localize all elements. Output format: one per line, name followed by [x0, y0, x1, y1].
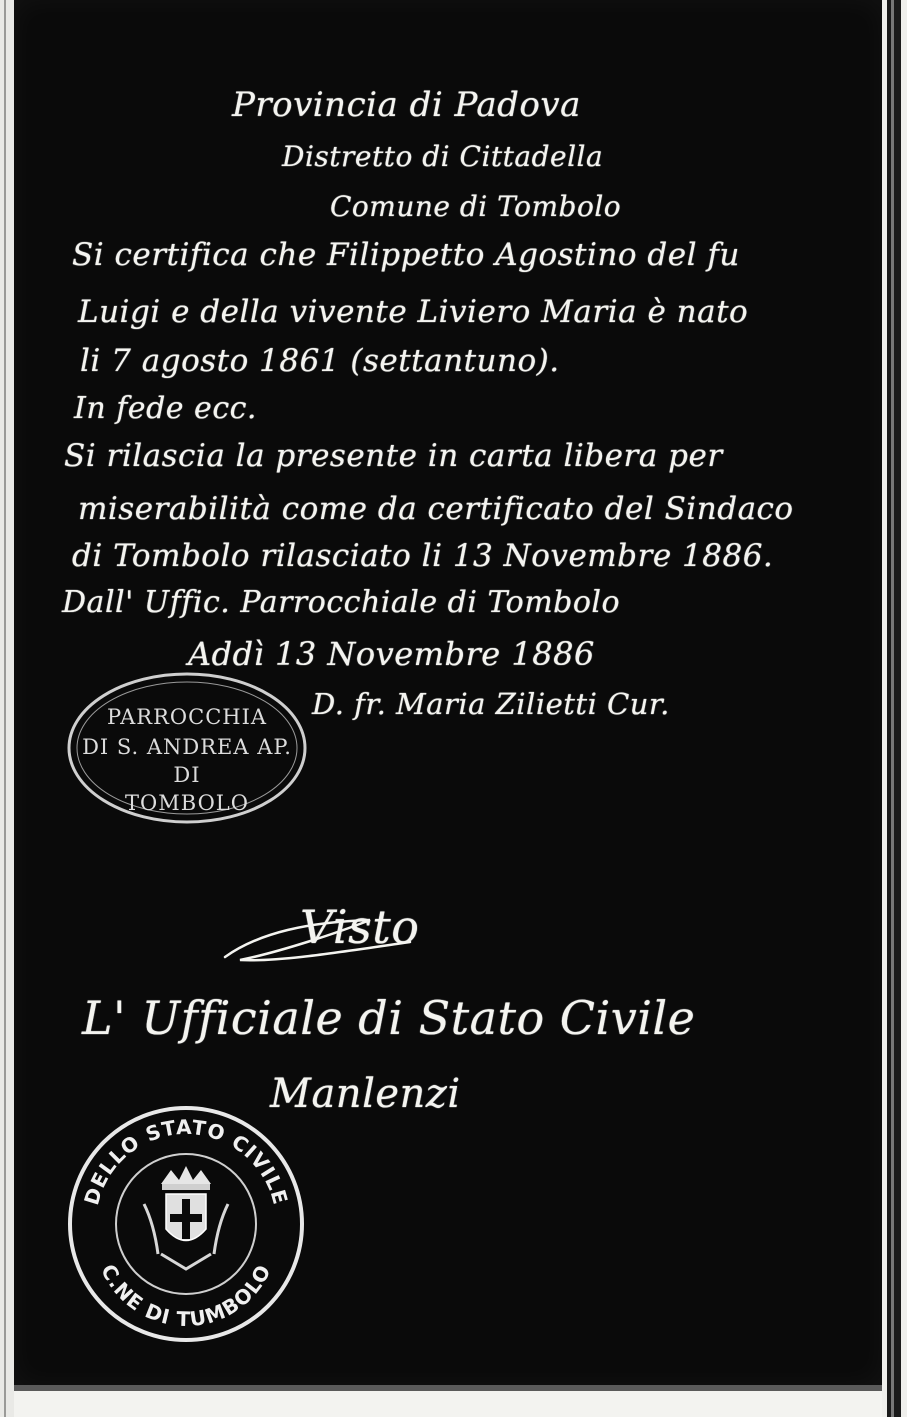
- parish-stamp: [62, 668, 312, 828]
- parish-stamp-line1: PARROCCHIA: [106, 705, 268, 729]
- civil-status-stamp: [66, 1104, 306, 1344]
- certificate-line: miserabilità come da certificato del Sindaco: [78, 491, 794, 527]
- civil-officer-signature: Manlenzi: [270, 1071, 461, 1117]
- parish-stamp-line3: DI: [173, 763, 201, 787]
- civil-officer-title: L' Ufficiale di Stato Civile: [82, 991, 696, 1045]
- header-district: Distretto di Cittadella: [282, 140, 604, 173]
- parish-stamp-line4: TOMBOLO: [125, 791, 249, 815]
- civil-stamp-top-text: DELLO STATO CIVILE: [79, 1114, 293, 1208]
- certificate-line: di Tombolo rilasciato li 13 Novembre 1886.: [72, 538, 774, 574]
- certificate-line: In fede ecc.: [74, 391, 257, 426]
- parish-signature: D. fr. Maria Zilietti Cur.: [312, 687, 670, 721]
- civil-stamp-bottom-text: C.NE DI TUMBOLO: [96, 1260, 276, 1332]
- visto-mark: Visto: [300, 900, 420, 954]
- certificate-line: Si rilascia la presente in carta libera per: [64, 438, 723, 474]
- certificate-line: li 7 agosto 1861 (settantuno).: [80, 343, 560, 379]
- certificate-line: Dall' Uffic. Parrocchiale di Tombolo: [62, 585, 621, 620]
- certificate-line: Si certifica che Filippetto Agostino del fu: [72, 237, 740, 273]
- header-province: Provincia di Padova: [232, 85, 581, 125]
- date-line: Addì 13 Novembre 1886: [188, 635, 595, 673]
- parish-stamp-line2: DI S. ANDREA AP.: [82, 735, 292, 759]
- right-margin-strip: [882, 0, 907, 1417]
- certificate-line: Luigi e della vivente Liviero Maria è nato: [78, 294, 749, 330]
- bottom-margin-strip: [14, 1385, 882, 1417]
- header-commune: Comune di Tombolo: [330, 190, 622, 223]
